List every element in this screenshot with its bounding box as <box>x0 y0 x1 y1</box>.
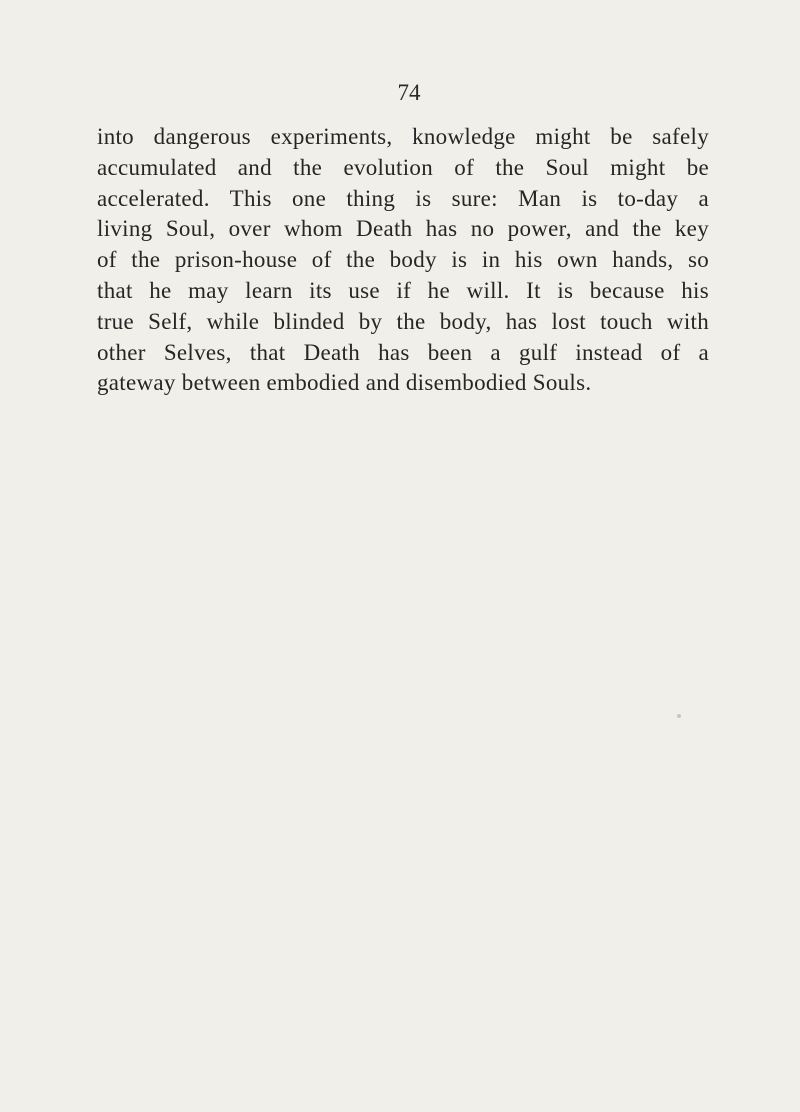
text-line: of the prison-house of the body is in his own hands, so <box>97 247 709 273</box>
text-line: gateway between embodied and disembodied Souls. <box>97 370 592 396</box>
text-line: living Soul, over whom Death has no power, and the key <box>97 216 709 242</box>
page-number: 74 <box>397 80 421 105</box>
text-line: accelerated. This one thing is sure: Man is to-day a <box>97 185 709 211</box>
text-line: true Self, while blinded by the body, has lost touch with <box>97 308 709 334</box>
text-line: that he may learn its use if he will. It is because his <box>97 277 709 303</box>
body-paragraph <box>97 122 709 399</box>
paper-speck <box>677 714 681 718</box>
text-line: other Selves, that Death has been a gulf instead of a <box>97 339 709 365</box>
text-line: into dangerous experiments, knowledge might be safely <box>97 124 709 149</box>
text-line: accumulated and the evolution of the Soul might be <box>97 154 709 180</box>
